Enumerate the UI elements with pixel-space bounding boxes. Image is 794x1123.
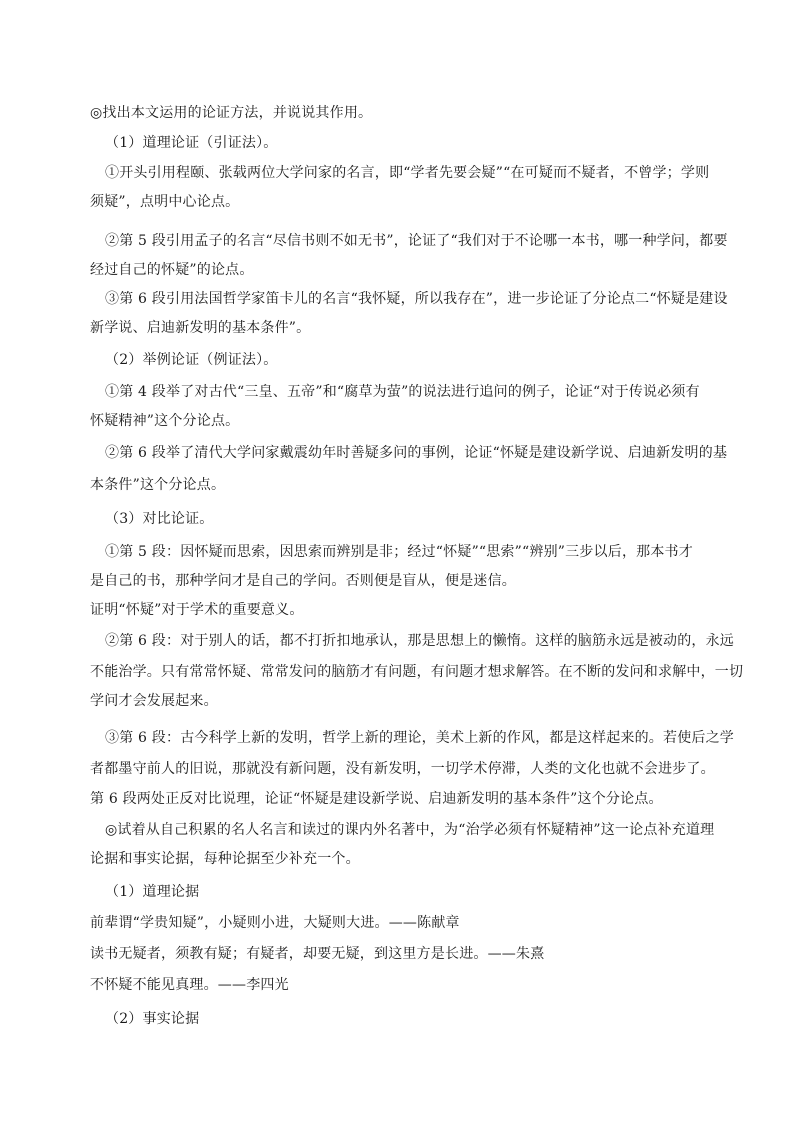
section-heading: （3）对比论证。 (105, 511, 214, 527)
paragraph-line: 怀疑精神”这个分论点。 (90, 413, 240, 429)
paragraph-line: ③第 6 段引用法国哲学家笛卡儿的名言“我怀疑，所以我存在”，进一步论证了分论点二“怀疑是建设 (105, 291, 728, 307)
paragraph-line: 者都墨守前人的旧说，那就没有新问题，没有新发明，一切学术停滞，人类的文化也就不会进步了。 (90, 761, 715, 777)
paragraph-line: ③第 6 段：古今科学上新的发明，哲学上新的理论，美术上新的作风，都是这样起来的。若使后之学 (105, 730, 735, 746)
paragraph-line: 证明“怀疑”对于学术的重要意义。 (90, 602, 304, 618)
paragraph-line: 学问才会发展起来。 (90, 693, 218, 709)
paragraph-line: ①第 4 段举了对古代“三皇、五帝”和“腐草为萤”的说法进行追问的例子，论证“对于传说必须有 (105, 384, 700, 400)
paragraph-line: 第 6 段两处正反对比说理，论证“怀疑是建设新学说、启迪新发明的基本条件”这个分论点。 (90, 791, 663, 807)
paragraph-line: 不能治学。只有常常怀疑、常常发问的脑筋才有问题，有问题才想求解答。在不断的发问和求解中，一切 (90, 664, 744, 680)
question-2: ◎试着从自己积累的名人名言和读过的课内外名著中，为“治学必须有怀疑精神”这一论点补充道理 (105, 822, 715, 838)
paragraph-line: ①开头引用程颐、张载两位大学问家的名言，即“学者先要会疑”“在可疑而不疑者，不曾学；学则 (105, 165, 710, 181)
quote-line: 前辈谓“学贵知疑”，小疑则小进，大疑则大进。——陈献章 (90, 915, 460, 931)
paragraph-line: ②第 6 段：对于别人的话，都不打折扣地承认，那是思想上的懒惰。这样的脑筋永远是被动的，永远 (105, 633, 735, 649)
paragraph-line: 新学说、启迪新发明的基本条件”。 (90, 320, 311, 336)
question-1: ◎找出本文运用的论证方法，并说说其作用。 (90, 105, 373, 121)
paragraph-line: 本条件”这个分论点。 (90, 477, 226, 493)
section-heading: （1）道理论证（引证法）。 (105, 135, 278, 151)
paragraph-line: 经过自己的怀疑”的论点。 (90, 262, 254, 278)
section-heading: （1）道理论据 (105, 884, 200, 900)
paragraph-line: 须疑”，点明中心论点。 (90, 194, 240, 210)
quote-line: 读书无疑者，须教有疑；有疑者，却要无疑，到这里方是长进。——朱熹 (90, 946, 545, 962)
paragraph-line: ①第 5 段：因怀疑而思索，因思索而辨别是非；经过“怀疑”“思索”“辨别”三步以后，那本书才 (105, 544, 693, 560)
quote-line: 不怀疑不能见真理。——李四光 (90, 977, 289, 993)
paragraph-line: 是自己的书，那种学问才是自己的学问。否则便是盲从，便是迷信。 (90, 573, 516, 589)
section-heading: （2）事实论据 (105, 1011, 200, 1027)
paragraph-line: 论据和事实论据，每种论据至少补充一个。 (90, 851, 360, 867)
section-heading: （2）举例论证（例证法）。 (105, 352, 278, 368)
paragraph-line: ②第 5 段引用孟子的名言“尽信书则不如无书”，论证了“我们对于不论哪一本书，哪一种学问，都要 (105, 233, 728, 249)
paragraph-line: ②第 6 段举了清代大学问家戴震幼年时善疑多问的事例，论证“怀疑是建设新学说、启迪新发明的基 (105, 445, 728, 461)
